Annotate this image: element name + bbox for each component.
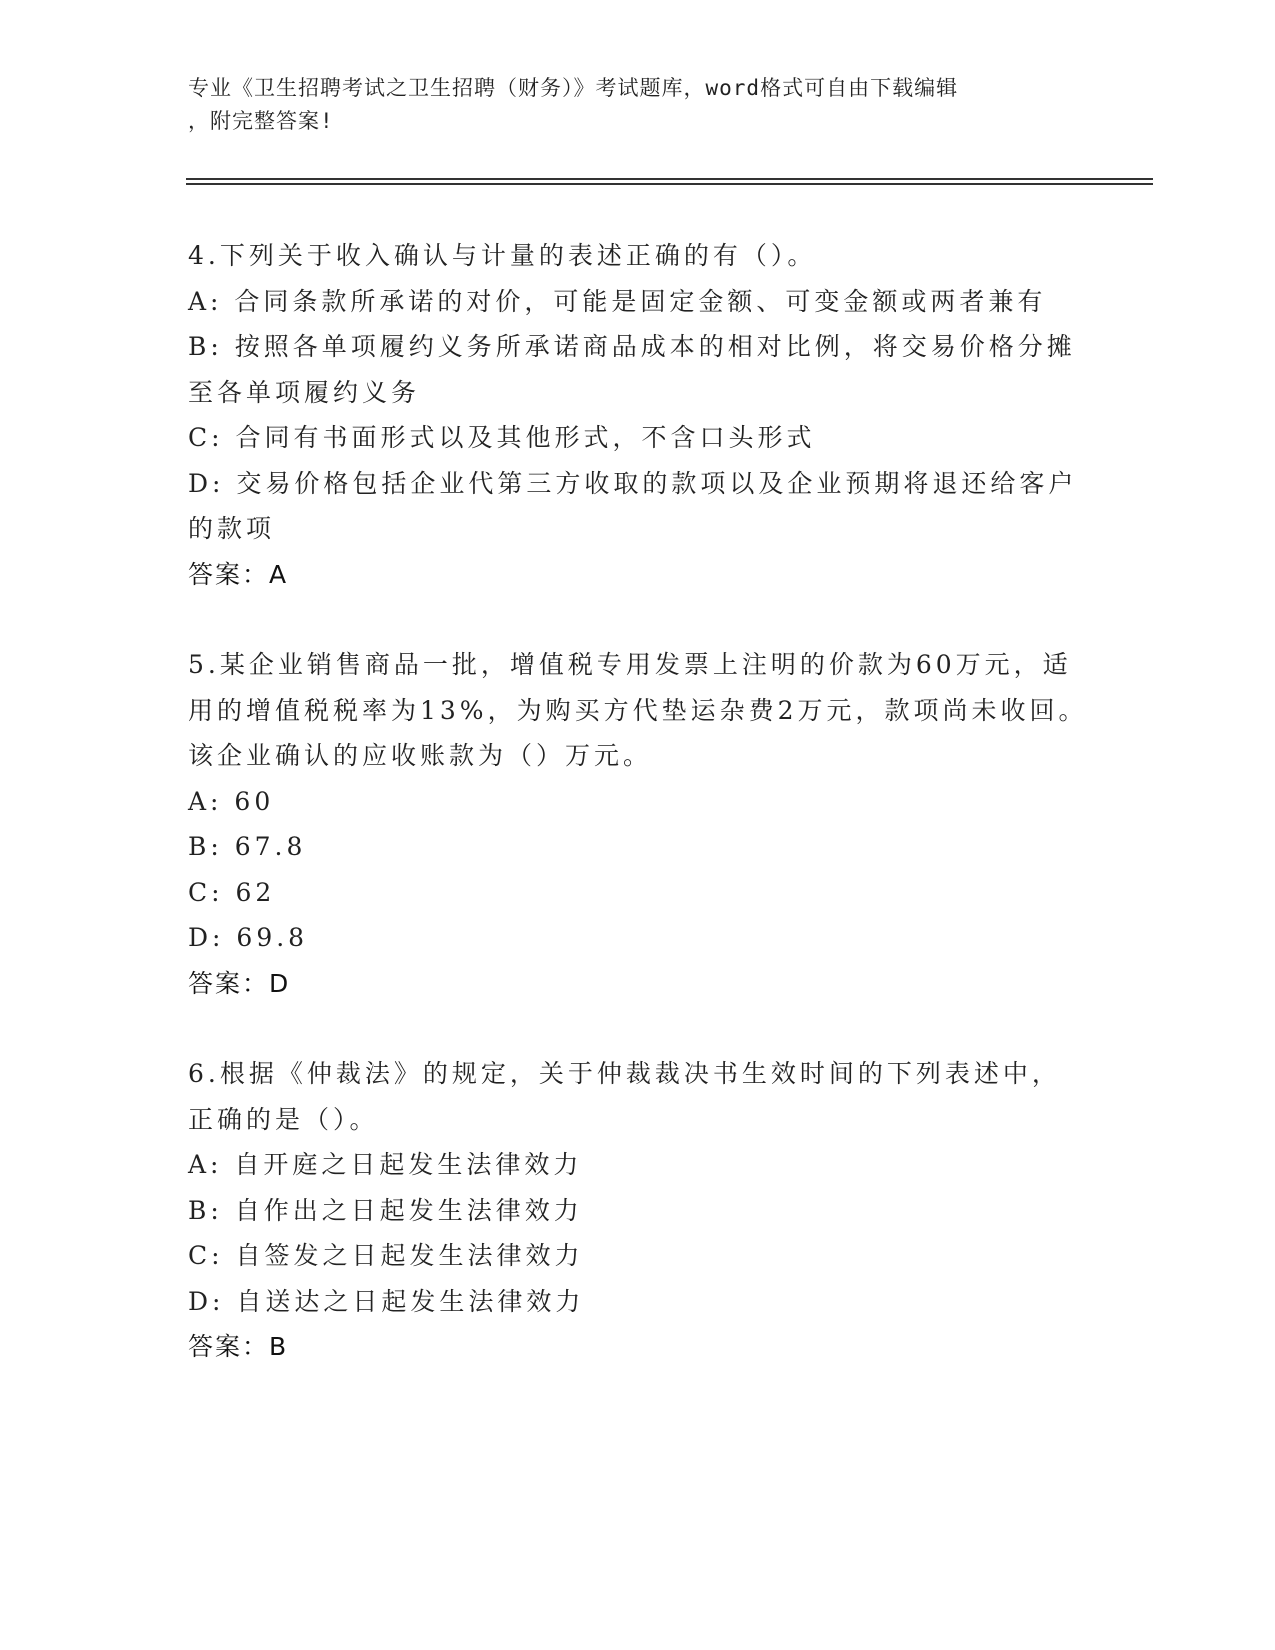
question-4-option-c: C: 合同有书面形式以及其他形式，不含口头形式 [188, 423, 816, 452]
question-5-stem-cont-1: 用的增值税税率为13%，为购买方代垫运杂费2万元，款项尚未收回。 [188, 695, 1088, 725]
question-6-option-a: A: 自开庭之日起发生法律效力 [188, 1150, 583, 1179]
question-6-stem: 6.根据《仲裁法》的规定，关于仲裁裁决书生效时间的下列表述中， [188, 1059, 1061, 1088]
question-5-stem: 5.某企业销售商品一批，增值税专用发票上注明的价款为60万元，适 [188, 650, 1072, 679]
question-6-answer: 答案：B [188, 1332, 289, 1361]
question-5-option-c: C: 62 [188, 877, 276, 907]
question-5-stem-cont-2: 该企业确认的应收账款为（）万元。 [188, 741, 653, 770]
question-4-option-a: A: 合同条款所承诺的对价，可能是固定金额、可变金额或两者兼有 [188, 286, 1047, 316]
question-6 [188, 1051, 1088, 1370]
question-5-option-a: A: 60 [188, 786, 275, 816]
question-5-option-d: D: 69.8 [188, 923, 309, 952]
question-4-option-d-cont: 的款项 [188, 514, 276, 543]
question-4 [188, 233, 1088, 597]
question-4-stem: 4.下列关于收入确认与计量的表述正确的有（）。 [188, 241, 817, 270]
question-4-option-d: D: 交易价格包括企业代第三方收取的款项以及企业预期将退还给客户 [188, 468, 1078, 498]
question-6-stem-cont: 正确的是（）。 [188, 1104, 379, 1134]
question-6-option-d: D: 自送达之日起发生法律效力 [188, 1286, 585, 1316]
question-4-option-b-cont: 至各单项履约义务 [188, 377, 421, 407]
header-line-1: 专业《卫生招聘考试之卫生招聘（财务）》考试题库，word格式可自由下载编辑 [188, 76, 959, 100]
question-5-answer: 答案：D [188, 968, 291, 998]
question-6-option-c: C: 自签发之日起发生法律效力 [188, 1241, 584, 1270]
header-line-2: ，附完整答案! [188, 109, 334, 133]
question-6-option-b: B: 自作出之日起发生法律效力 [188, 1195, 583, 1225]
question-4-option-b: B: 按照各单项履约义务所承诺商品成本的相对比例，将交易价格分摊 [188, 332, 1076, 361]
header-divider-bottom [186, 183, 1153, 185]
question-list [188, 233, 1088, 1415]
question-5 [188, 642, 1088, 1006]
question-4-answer: 答案：A [188, 559, 289, 589]
document-header [188, 72, 1078, 138]
question-5-option-b: B: 67.8 [188, 832, 307, 861]
header-divider-top [186, 178, 1153, 180]
